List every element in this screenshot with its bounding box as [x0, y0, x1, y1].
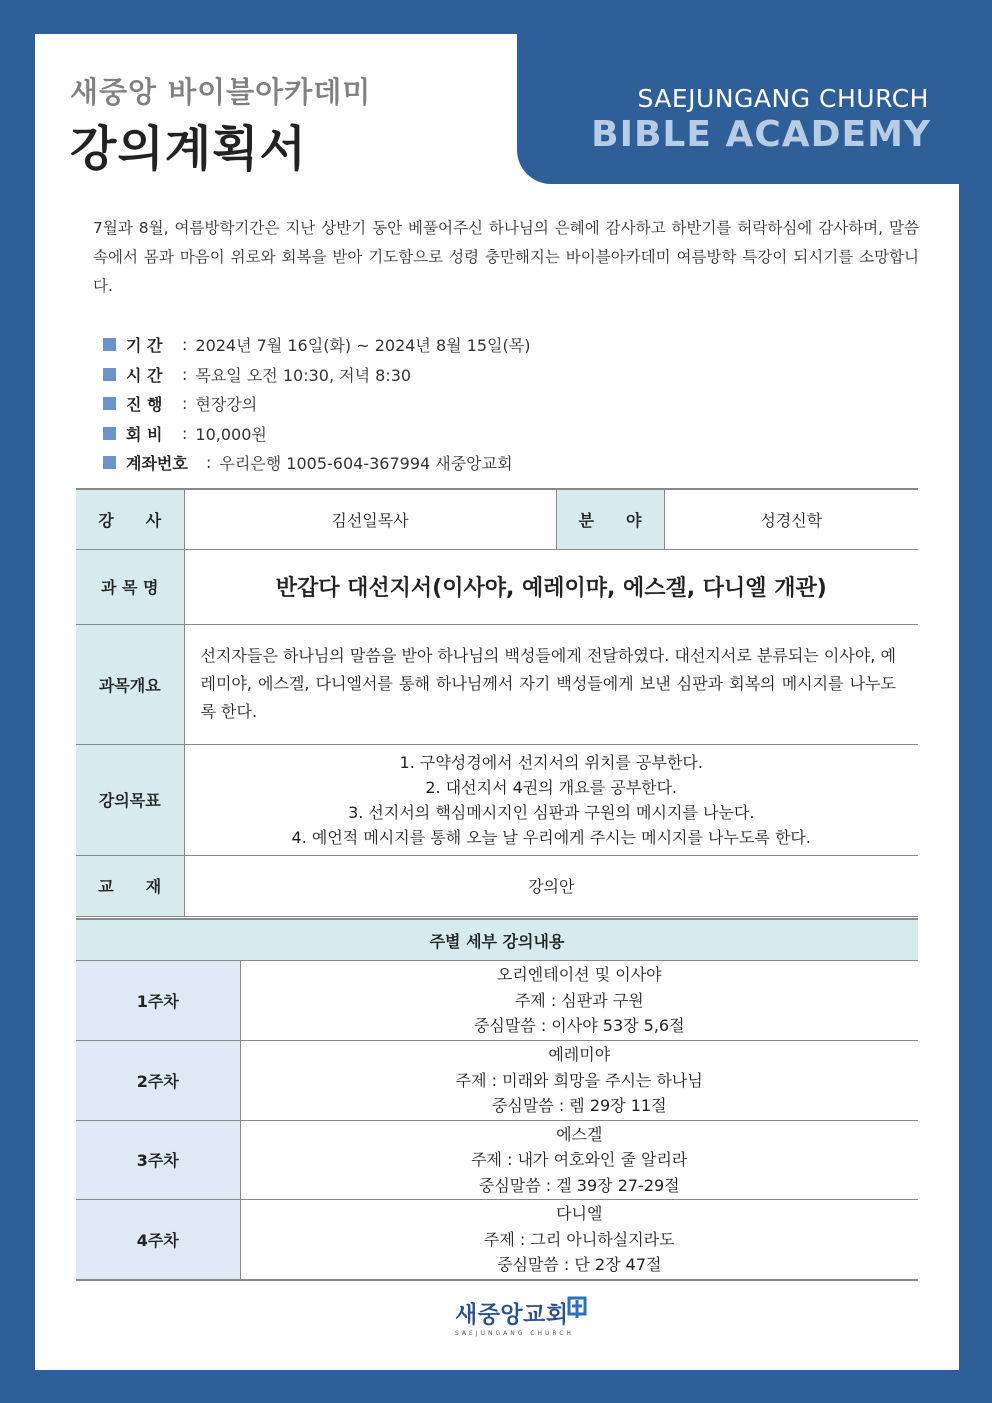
- brand-line-academy: BIBLE ACADEMY: [591, 114, 931, 155]
- week-verse: 중심말씀 : 렘 29장 11절: [491, 1096, 667, 1115]
- week-content: [240, 1200, 918, 1280]
- textbook-label: 교 재: [76, 855, 184, 916]
- brand-line-church: SAEJUNGANG CHURCH: [637, 84, 929, 113]
- field-value: 성경신학: [664, 489, 918, 549]
- week-book: 오리엔테이션 및 이사야: [496, 965, 662, 985]
- info-separator: :: [182, 364, 188, 384]
- bullet-square-icon: [103, 338, 116, 351]
- page-title: 강의계획서: [70, 121, 307, 177]
- church-logo: [455, 1296, 574, 1337]
- info-label: 기 간: [126, 336, 163, 356]
- info-account: [103, 448, 530, 478]
- goals-list: [184, 744, 918, 855]
- week-theme: 주제 : 미래와 희망을 주시는 하나님: [455, 1070, 703, 1090]
- info-label: 진 행: [126, 395, 163, 415]
- overview-label: 과목개요: [76, 624, 184, 744]
- weekly-schedule-table: [76, 918, 918, 1281]
- week-label: 1주차: [76, 961, 240, 1041]
- intro-paragraph: 7월과 8월, 여름방학기간은 지난 상반기 동안 베풀어주신 하나님의 은혜에 감사하고 하반기를 허락하심에 감사하며, 말씀 속에서 몸과 마음이 위로와 회복을 받아 기도함으로 성령 충만해지는 바이블아카데미 여름방학 특강이 되시기를 소망합니다.: [93, 219, 919, 295]
- week-content: [240, 961, 918, 1041]
- page-subtitle: 새중앙 바이블아카데미: [70, 75, 372, 109]
- week-verse: 중심말씀 : 단 2장 47절: [497, 1255, 662, 1274]
- info-time: [103, 360, 530, 390]
- logo-text: 새중앙교회: [455, 1302, 569, 1328]
- instructor-label: 강 사: [76, 489, 184, 549]
- info-separator: :: [182, 423, 188, 443]
- field-label: 분 야: [556, 489, 664, 549]
- info-value: 2024년 7월 16일(화) ~ 2024년 8월 15일(목): [195, 336, 531, 356]
- bullet-square-icon: [103, 427, 116, 440]
- bullet-square-icon: [103, 456, 116, 469]
- info-separator: :: [182, 394, 188, 414]
- week-label: 4주차: [76, 1200, 240, 1280]
- info-value: 목요일 오전 10:30, 저녁 8:30: [195, 365, 412, 385]
- info-separator: :: [206, 453, 212, 473]
- week-book: 에스겔: [556, 1124, 603, 1144]
- brand-tab: [517, 34, 959, 184]
- bullet-square-icon: [103, 397, 116, 410]
- week-book: 예레미야: [548, 1045, 611, 1064]
- goal-item: 1. 구약성경에서 선지서의 위치를 공부한다.: [399, 752, 703, 772]
- info-separator: :: [182, 335, 188, 355]
- bullet-square-icon: [103, 368, 116, 381]
- week-book: 다니엘: [556, 1204, 603, 1223]
- week-theme: 주제 : 그리 아니하실지라도: [483, 1229, 675, 1249]
- week-content: [240, 1120, 918, 1200]
- info-label: 회 비: [126, 424, 163, 444]
- instructor-value: 김선일목사: [184, 489, 556, 549]
- goal-item: 2. 대선지서 4권의 개요를 공부한다.: [425, 777, 678, 797]
- week-verse: 중심말씀 : 이사야 53장 5,6절: [473, 1016, 685, 1036]
- course-label: 과 목 명: [76, 549, 184, 624]
- logo-subtext: SAEJUNGANG CHURCH: [455, 1330, 574, 1337]
- weekly-heading: 주별 세부 강의내용: [76, 919, 918, 961]
- course-title: 반갑다 대선지서(이사야, 예레이먀, 에스겔, 다니엘 개관): [184, 549, 918, 624]
- goal-item: 4. 예언적 메시지를 통해 오늘 날 우리에게 주시는 메시지를 나누도록 한다.: [291, 827, 811, 847]
- week-label: 3주차: [76, 1120, 240, 1200]
- info-list: [103, 330, 530, 478]
- info-period: [103, 330, 530, 360]
- cross-logo-icon: [567, 1296, 587, 1322]
- info-value: 10,000원: [195, 424, 267, 444]
- course-info-table: [76, 488, 918, 917]
- goal-item: 3. 선지서의 핵심메시지인 심판과 구원의 메시지를 나눈다.: [348, 802, 755, 822]
- week-theme: 주제 : 내가 여호와인 줄 알리라: [471, 1150, 688, 1169]
- info-value: 현장강의: [195, 395, 258, 415]
- info-label: 계좌번호: [126, 454, 188, 474]
- week-verse: 중심말씀 : 겔 39장 27-29절: [478, 1175, 680, 1195]
- week-label: 2주차: [76, 1041, 240, 1121]
- info-value: 우리은행 1005-604-367994 새중앙교회: [219, 454, 513, 474]
- info-format: [103, 389, 530, 419]
- week-theme: 주제 : 심판과 구원: [514, 990, 644, 1010]
- goals-label: 강의목표: [76, 744, 184, 855]
- week-content: [240, 1041, 918, 1121]
- overview-text: 선지자들은 하나님의 말씀을 받아 하나님의 백성들에게 전달하였다. 대선지서로 분류되는 이사야, 예레미야, 에스겔, 다니엘서를 통해 하나님께서 자기 백성들에게 보낸 심판과 회복의 메시지를 나누도록 한다.: [184, 624, 918, 744]
- info-label: 시 간: [126, 365, 163, 385]
- info-fee: [103, 419, 530, 449]
- textbook-value: 강의안: [184, 855, 918, 916]
